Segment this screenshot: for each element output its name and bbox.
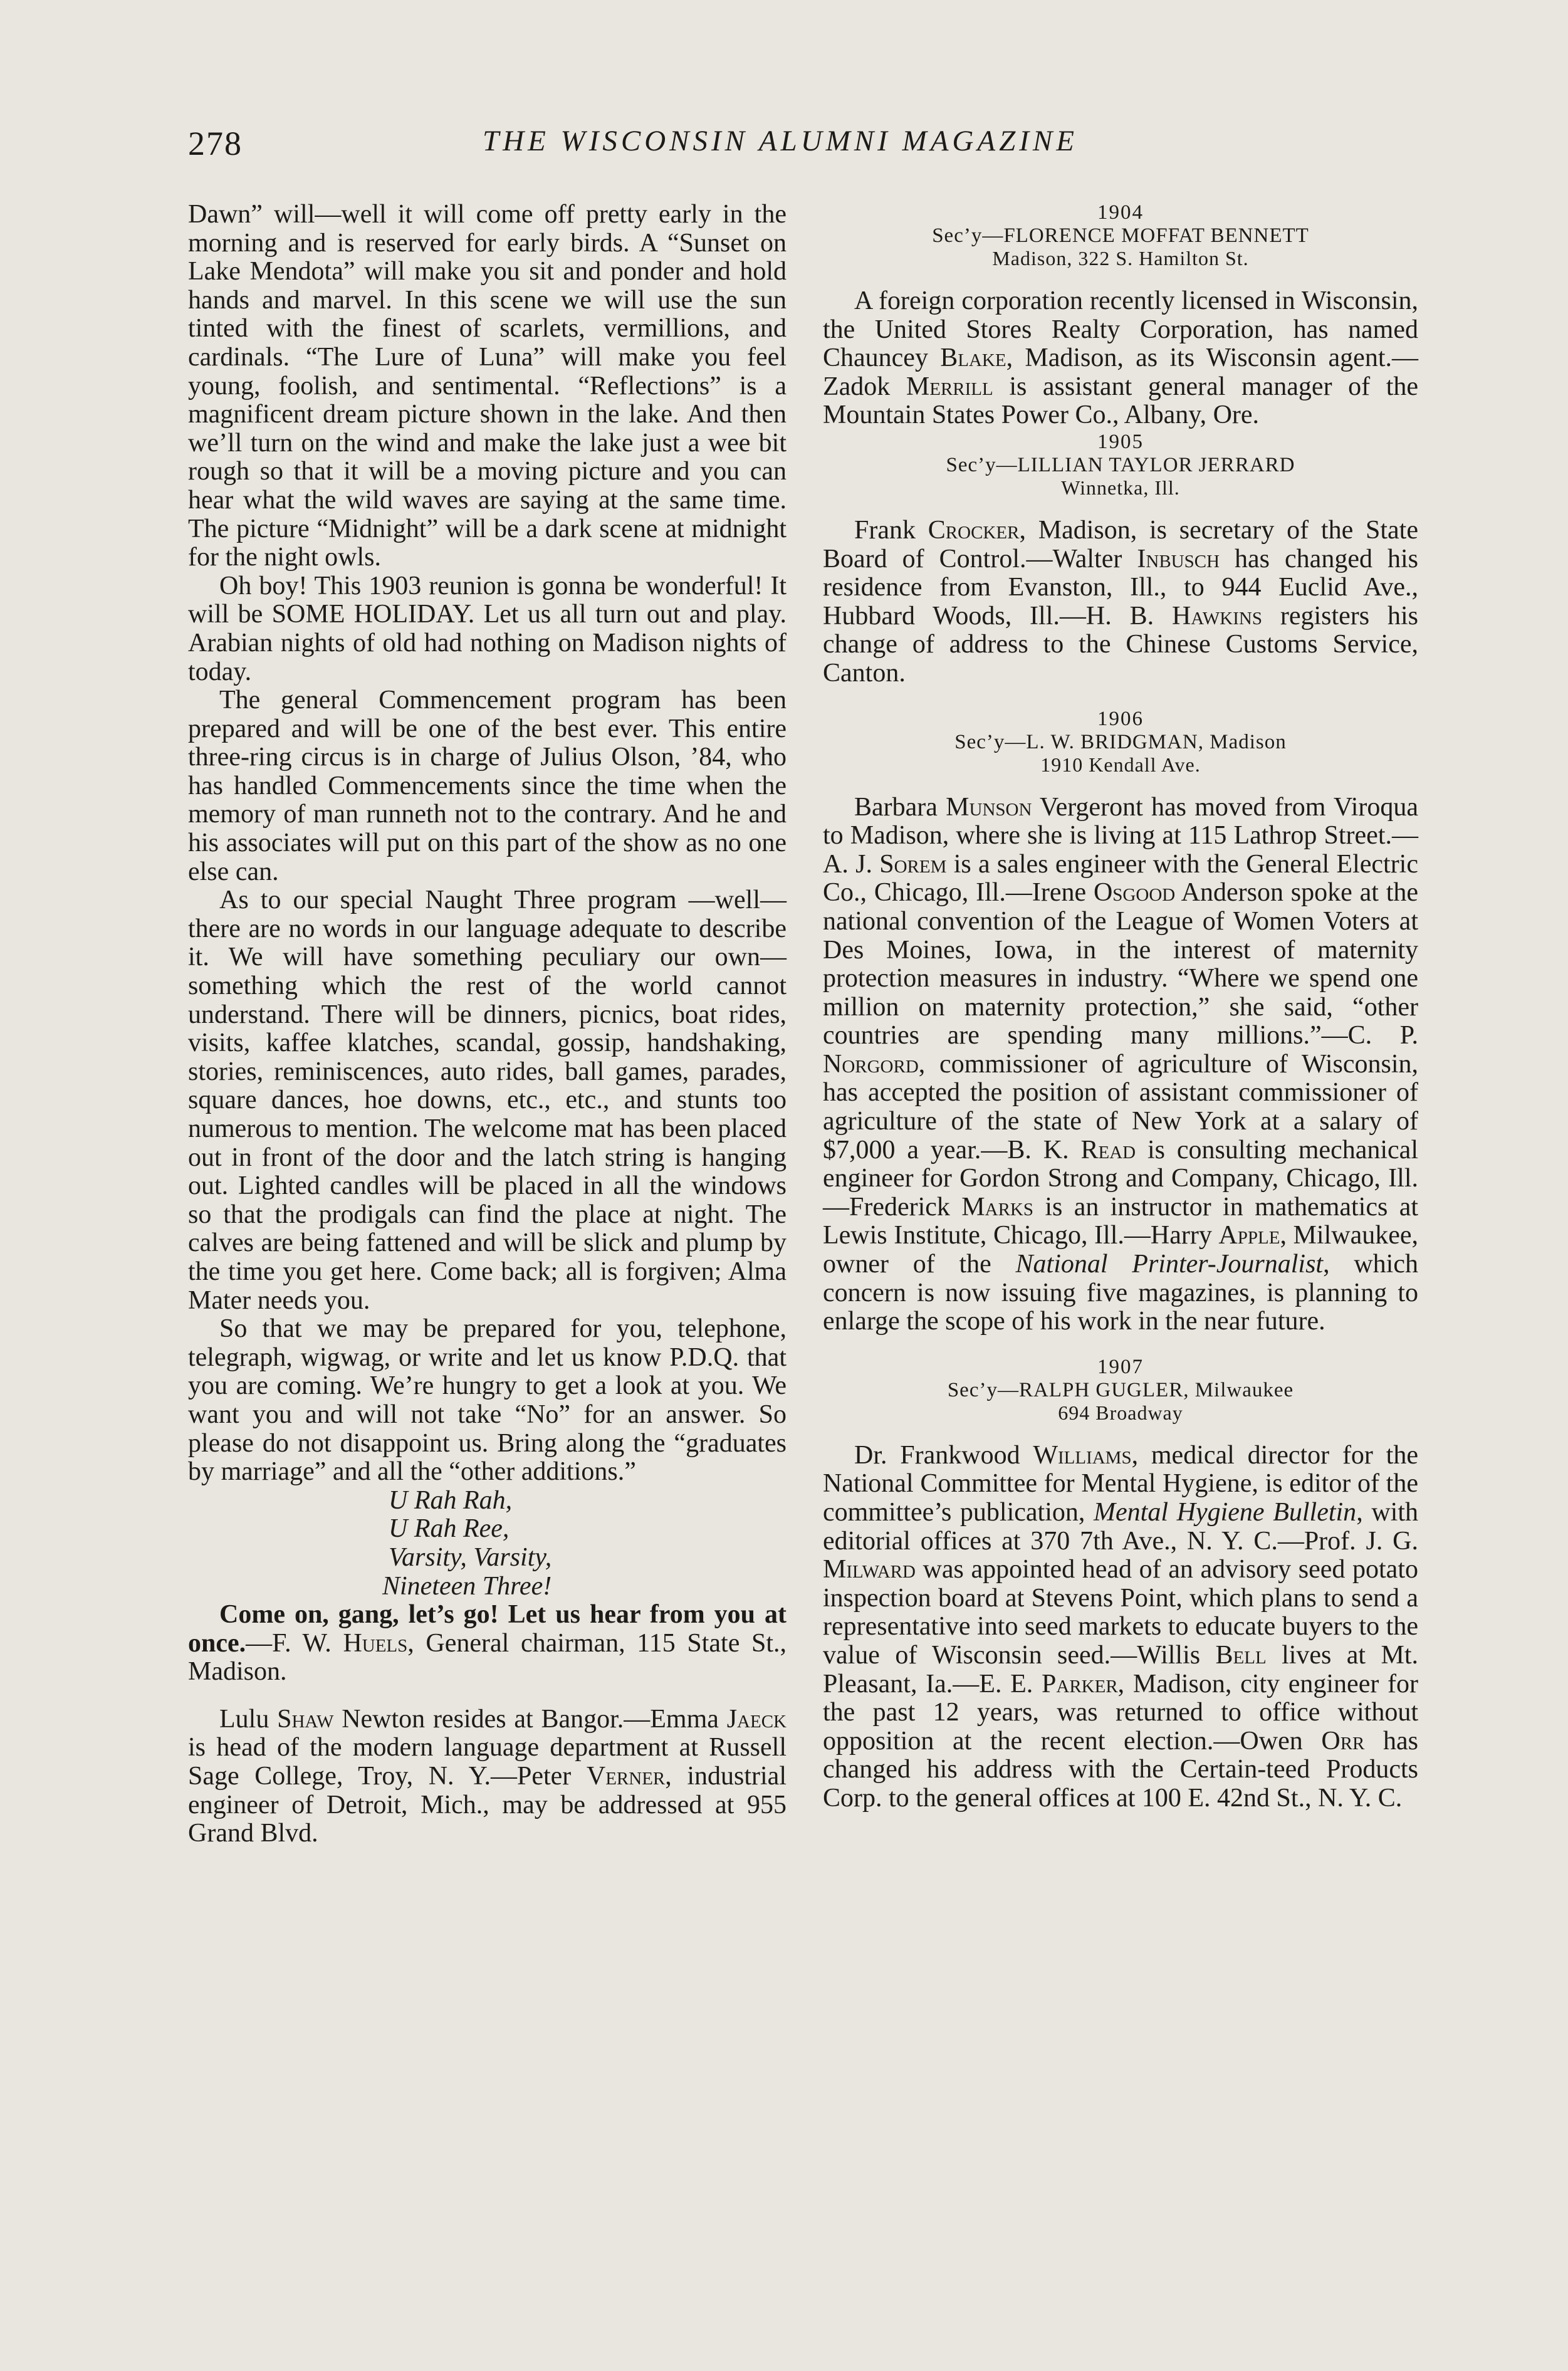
person-name: Osgood — [1093, 878, 1176, 908]
yell-line: Varsity, Varsity, — [389, 1542, 552, 1572]
paragraph: As to our special Naught Three program —well—there are no words in our language adequate to describe it. We will have something peculiary our own—something which the rest of the world cannot understand. There will be dinners, picnics, boat rides, visits, kaffee klatches, scandal, gossip, handshaking, stories, reminiscences, auto rides, ball games, parades, square dances, hoe downs, etc., etc., and stunts too numerous to mention. The welcome mat has been placed out in front of the door and the latch string is hanging out. Lighted candles will be placed in all the windows so that the prodigals can find the place at night. The calves are being fattened and will be slick and plump by the time you get here. Come back; all is forgiven; Alma Mater needs you. — [188, 886, 787, 1315]
class-year: 1906 — [1097, 707, 1144, 730]
person-name: Apple — [1218, 1221, 1280, 1250]
page-number: 278 — [188, 125, 243, 162]
person-name: Parker — [1042, 1669, 1118, 1698]
person-name: Bell — [1215, 1640, 1267, 1670]
left-column — [188, 201, 787, 1848]
person-name: Crocker — [928, 515, 1020, 545]
publication-title: Mental Hygiene Bulletin — [1094, 1498, 1357, 1527]
publication-title: National Printer-Journalist — [1015, 1250, 1324, 1279]
person-name: Munson — [946, 792, 1032, 822]
page-header — [188, 124, 1128, 168]
paragraph: The general Commencement program has been prepared and will be one of the best ever. This entire three-ring circus is in charge of Julius Olson, ’84, who has handled Commencements since the time when the memory of man runneth not to the contrary. And he and his associates will put on this part of the show as no one else can. — [188, 686, 787, 886]
paragraph: Lulu Shaw Newton resides at Bangor.—Emma Jaeck is head of the modern language department at Russell Sage College, Troy, N. Y.—Peter Verner, industrial engineer of Detroit, Mich., may be addressed at 955 Grand Blvd. — [188, 1704, 787, 1848]
paragraph: Dawn” will—well it will come off pretty early in the morning and is reserved for early birds. A “Sunset on Lake Mendota” will make you sit and ponder and hold hands and marvel. In this scene we will use the sun tinted with the finest of scarlets, vermillions, and cardinals. “The Lure of Luna” will make you feel young, foolish, and sentimental. “Reflections” is a magnificent dream picture shown in the lake. And then we’ll turn on the wind and make the lake just a wee bit rough so that it will be a moving picture and you can hear what the wild waves are saying at the same time. The picture “Midnight” will be a dark scene at midnight for the night owls. — [188, 200, 787, 572]
person-name: Williams — [1033, 1440, 1132, 1470]
yell-line: U Rah Rah, — [389, 1485, 513, 1515]
paragraph: A foreign corporation recently licensed in Wisconsin, the United Stores Realty Corporation, has named Chauncey Blake, Madison, as its Wisconsin agent.—Zadok Merrill is assistant general manager of the Mountain States Power Co., Albany, Ore. — [823, 286, 1419, 430]
class-section-1904 — [823, 201, 1418, 430]
person-name: Inbusch — [1137, 544, 1220, 573]
right-column — [823, 201, 1418, 1813]
person-name: Blake — [940, 343, 1006, 373]
class-section-1907 — [823, 1355, 1418, 1813]
secretary-line: Sec’y—LILLIAN TAYLOR JERRARD — [946, 453, 1295, 476]
person-name: Shaw — [277, 1704, 334, 1734]
secretary-line: Sec’y—L. W. BRIDGMAN, Madison — [954, 730, 1287, 753]
person-name: Norgord — [823, 1049, 919, 1079]
closing-paragraph: Come on, gang, let’s go! Let us hear from you at once.—F. W. Huels, General chairman, 115 State St., Madison. — [188, 1600, 787, 1687]
closing-bold: Come on, gang, let’s go! Let us hear from you at once. — [188, 1600, 787, 1658]
secretary-address: 1910 Kendall Ave. — [1040, 753, 1201, 776]
person-name: Jaeck — [726, 1704, 787, 1734]
person-name: Verner — [586, 1762, 666, 1791]
person-name: Read — [1080, 1135, 1136, 1165]
class-year: 1905 — [1097, 430, 1144, 453]
class-year: 1904 — [1097, 201, 1144, 224]
secretary-line: Sec’y—RALPH GUGLER, Milwaukee — [947, 1378, 1294, 1401]
yell-line: U Rah Ree, — [389, 1514, 510, 1544]
paragraph: Oh boy! This 1903 reunion is gonna be wonderful! It will be SOME HOLIDAY. Let us all turn out and play. Arabian nights of old had nothing on Madison nights of today. — [188, 571, 787, 686]
class-yell — [188, 1487, 787, 1601]
person-name: Orr — [1321, 1726, 1365, 1756]
secretary-address: Winnetka, Ill. — [1061, 476, 1180, 499]
secretary-address: 694 Broadway — [1058, 1401, 1183, 1424]
paragraph: Barbara Munson Vergeront has moved from Viroqua to Madison, where she is living at 115 Lathrop Street.—A. J. Sorem is a sales engineer with the General Electric Co., Chicago, Ill.—Irene Osgood Anderson spoke at the national convention of the League of Women Voters at Des Moines, Iowa, in the interest of maternity protection measures in industry. “Where we spend one million on maternity protection,” she said, “other countries are spending many millions.”—C. P. Norgord, commissioner of agriculture of Wisconsin, has accepted the position of assistant commissioner of agriculture of the state of New York at a salary of $7,000 a year.—B. K. Read is consulting mechanical engineer for Gordon Strong and Company, Chicago, Ill.—Frederick Marks is an instructor in mathematics at Lewis Institute, Chicago, Ill.—Harry Apple, Milwaukee, owner of the National Printer-Journalist, which concern is now issuing five magazines, is planning to enlarge the scope of his work in the near future. — [823, 792, 1419, 1336]
paragraph: Frank Crocker, Madison, is secretary of the State Board of Control.—Walter Inbusch has changed his residence from Evanston, Ill., to 944 Euclid Ave., Hubbard Woods, Ill.—H. B. Hawkins registers his change of address to the Chinese Customs Service, Canton. — [823, 515, 1418, 688]
class-section-1906 — [823, 707, 1418, 1336]
paragraph: So that we may be prepared for you, telephone, telegraph, wigwag, or write and let us know P.D.Q. that you are coming. We’re hungry to get a look at you. We want you and will not take “No” for an answer. So please do not disappoint us. Bring along the “graduates by marriage” and all the “other additions.” — [188, 1314, 787, 1487]
person-name: Sorem — [879, 849, 947, 879]
person-name: Huels — [343, 1628, 408, 1658]
person-name: Hawkins — [1171, 601, 1262, 631]
person-name: Milward — [823, 1555, 916, 1584]
class-section-1905 — [823, 430, 1418, 688]
magazine-title: THE WISCONSIN ALUMNI MAGAZINE — [483, 125, 1078, 157]
person-name: Merrill — [906, 372, 993, 401]
yell-line: Nineteen Three! — [382, 1571, 552, 1601]
secretary-line: Sec’y—FLORENCE MOFFAT BENNETT — [932, 224, 1309, 247]
person-name: Marks — [961, 1192, 1033, 1222]
paragraph: Dr. Frankwood Williams, medical director for the National Committee for Mental Hygiene, is editor of the committee’s publication, Mental Hygiene Bulletin, with editorial offices at 370 7th Ave., N. Y. C.—Prof. J. G. Milward was appointed head of an advisory seed potato inspection board at Stevens Point, which plans to send a representative into seed markets to educate buyers to the value of Wisconsin seed.—Willis Bell lives at Mt. Pleasant, Ia.—E. E. Parker, Madison, city engineer for the past 12 years, was returned to office without opposition at the recent election.—Owen Orr has changed his address with the Certain-teed Products Corp. to the general offices at 100 E. 42nd St., N. Y. C. — [823, 1440, 1418, 1813]
class-year: 1907 — [1097, 1355, 1144, 1378]
secretary-address: Madison, 322 S. Hamilton St. — [992, 247, 1249, 270]
